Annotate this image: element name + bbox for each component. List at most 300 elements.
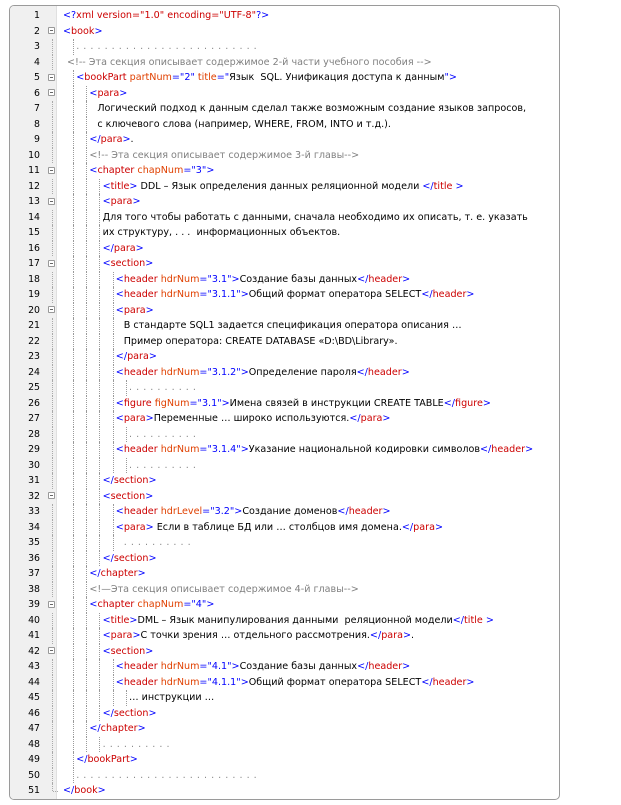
code-line[interactable] [10, 582, 559, 598]
indent-guide [99, 365, 100, 381]
indent-guide [73, 349, 74, 365]
indent-guide [86, 535, 87, 551]
token: </ [76, 754, 88, 765]
fold-guide [52, 520, 53, 536]
code-text [63, 8, 269, 24]
line-number: 28 [28, 428, 40, 440]
code-line[interactable] [10, 628, 559, 644]
token: </ [89, 134, 101, 145]
line-number: 2 [34, 25, 40, 37]
indent-guide [73, 225, 74, 241]
fold-toggle-icon[interactable] [48, 89, 55, 96]
line-number: 34 [28, 521, 40, 533]
code-text [116, 303, 154, 319]
token: chapter [100, 568, 138, 579]
token: header [491, 444, 526, 455]
token: bookPart [84, 72, 130, 83]
token: . . . . . . . . . . [123, 537, 192, 548]
code-line[interactable] [10, 163, 559, 179]
token: </ [401, 521, 414, 533]
code-line[interactable] [10, 117, 559, 133]
code-line[interactable] [10, 411, 559, 427]
indent-guide [99, 504, 100, 520]
code-line[interactable] [10, 535, 559, 551]
indent-guide [86, 721, 87, 737]
token: =" [216, 72, 230, 83]
code-text [103, 628, 415, 644]
token: para [360, 413, 383, 424]
code-text [124, 535, 191, 551]
token: > [145, 645, 154, 657]
token: header [368, 661, 403, 672]
code-line[interactable] [10, 101, 559, 117]
code-text [103, 473, 157, 489]
indent-guide [73, 334, 74, 350]
fold-guide [52, 473, 53, 489]
line-number: 37 [28, 568, 40, 579]
code-line[interactable] [10, 179, 559, 195]
code-line[interactable] [10, 349, 559, 365]
token: > [148, 475, 157, 486]
indent-guide [73, 241, 74, 257]
fold-toggle-icon[interactable] [48, 306, 55, 313]
line-number: 5 [34, 72, 40, 83]
indent-guide [86, 210, 87, 226]
token: ="3.1"> [199, 273, 240, 285]
code-line[interactable] [10, 721, 559, 737]
line-number: 13 [28, 196, 40, 207]
indent-guide [73, 675, 74, 691]
indent-guide [99, 613, 100, 629]
token: . [411, 630, 415, 641]
xml-code-editor[interactable] [9, 5, 560, 800]
indent-guide [126, 458, 127, 474]
code-text [76, 768, 257, 784]
line-number: 26 [28, 397, 40, 409]
token: . . . . . . . . . . [102, 738, 171, 750]
indent-guide [99, 210, 100, 226]
code-line[interactable] [10, 768, 559, 784]
indent-guide [73, 582, 74, 598]
token: figure [455, 397, 483, 409]
token: . . . . . . . . . . . . . . . . . . . . . . . . . . [76, 769, 258, 781]
code-line[interactable] [10, 334, 559, 350]
token: </ [421, 289, 433, 300]
indent-guide [113, 303, 114, 319]
token: > [145, 304, 154, 316]
token: </ [102, 552, 114, 564]
code-line[interactable] [10, 675, 559, 691]
token: </ [337, 506, 349, 517]
indent-guide [73, 256, 74, 272]
token: > [466, 676, 475, 688]
token: ="4.1.1"> [199, 676, 249, 688]
code-text [103, 706, 157, 722]
token: para [381, 630, 403, 641]
code-text [116, 411, 391, 427]
token: para [100, 134, 123, 145]
indent-guide [73, 179, 74, 195]
code-line[interactable] [10, 70, 559, 86]
indent-guide [73, 566, 74, 582]
code-text [97, 101, 526, 117]
token: DML – Язык манипулирования данными реляционной модели [137, 614, 453, 626]
code-line[interactable] [10, 520, 559, 536]
token: > [148, 351, 157, 362]
code-line[interactable] [10, 8, 559, 24]
indent-guide [73, 458, 74, 474]
line-number: 35 [28, 537, 40, 548]
code-line[interactable] [10, 551, 559, 567]
fold-guide [52, 721, 53, 737]
indent-guide [73, 132, 74, 148]
indent-guide [99, 427, 100, 443]
code-line[interactable] [10, 427, 559, 443]
line-number: 10 [28, 149, 40, 161]
code-line[interactable] [10, 566, 559, 582]
indent-guide [99, 334, 100, 350]
code-line[interactable] [10, 644, 559, 660]
token: < [102, 180, 111, 192]
fold-toggle-icon[interactable] [48, 260, 55, 267]
token: с ключевого слова (например, WHERE, FROM, INTO и т.д.). [97, 118, 391, 130]
indent-guide [73, 535, 74, 551]
indent-guide [99, 318, 100, 334]
code-text [76, 70, 457, 86]
fold-guide [52, 101, 53, 117]
token: < [115, 273, 124, 285]
code-line[interactable] [10, 442, 559, 458]
code-line[interactable] [10, 690, 559, 706]
token: > [129, 614, 138, 626]
token: ="3.1.1"> [199, 289, 249, 300]
indent-guide [99, 706, 100, 722]
indent-guide [73, 690, 74, 706]
indent-guide [113, 520, 114, 536]
code-text [67, 55, 432, 71]
line-number: 29 [28, 444, 40, 455]
token: chapNum [137, 165, 184, 176]
fold-toggle-icon[interactable] [48, 601, 55, 608]
token: > [434, 521, 443, 533]
token: header [348, 506, 383, 517]
token: </ [421, 676, 433, 688]
token: < [115, 413, 124, 424]
token: header [123, 289, 161, 300]
code-line[interactable] [10, 613, 559, 629]
fold-toggle-icon[interactable] [48, 167, 55, 174]
code-line[interactable] [10, 365, 559, 381]
indent-guide [86, 287, 87, 303]
token: </ [349, 413, 361, 424]
code-line[interactable] [10, 489, 559, 505]
indent-guide [86, 675, 87, 691]
code-line[interactable] [10, 473, 559, 489]
indent-guide [113, 272, 114, 288]
token: </ [452, 614, 465, 626]
indent-guide [73, 380, 74, 396]
code-line[interactable] [10, 706, 559, 722]
line-number: 40 [28, 614, 40, 626]
token: > [132, 630, 141, 641]
code-line[interactable] [10, 148, 559, 164]
indent-guide [99, 458, 100, 474]
token: > [148, 707, 157, 719]
token: . . . . . . . . . . [129, 428, 197, 440]
indent-guide [86, 659, 87, 675]
fold-guide [52, 380, 53, 396]
token: <!-- Эта секция описывает содержимое 2-й части учебного пособия --> [66, 56, 432, 68]
token: section [110, 490, 146, 502]
indent-guide [73, 520, 74, 536]
code-line[interactable] [10, 659, 559, 675]
code-text [129, 427, 196, 443]
code-text [89, 132, 133, 148]
indent-guide [73, 706, 74, 722]
token: book [71, 25, 95, 37]
code-line[interactable] [10, 132, 559, 148]
token: < [115, 444, 124, 455]
fold-guide [52, 396, 53, 412]
code-line[interactable] [10, 86, 559, 102]
token: С точки зрения … отдельного рассмотрения. [140, 630, 370, 641]
indent-guide [73, 644, 74, 660]
token: ="4"> [183, 599, 215, 610]
code-text [103, 225, 341, 241]
indent-guide [113, 427, 114, 443]
token: > [135, 242, 144, 254]
token: ="3.1"> [189, 397, 230, 409]
indent-guide [86, 194, 87, 210]
line-number: 21 [28, 320, 40, 331]
indent-guide [73, 489, 74, 505]
line-number: 33 [28, 506, 40, 517]
indent-guide [99, 473, 100, 489]
code-line[interactable] [10, 24, 559, 40]
indent-guide [86, 628, 87, 644]
token: < [115, 661, 124, 672]
token: hdrNum [160, 676, 200, 688]
token: title [464, 614, 483, 626]
token: > [119, 87, 128, 99]
token: > [122, 134, 131, 145]
code-line[interactable] [10, 256, 559, 272]
token: Логический подход к данным сделал также возможным создание языков запросов, [97, 103, 527, 114]
token: > [482, 614, 494, 626]
token: para [123, 521, 146, 533]
line-number: 45 [28, 692, 40, 703]
fold-guide [52, 132, 53, 148]
token: > [466, 289, 475, 300]
code-line[interactable] [10, 39, 559, 55]
token: > [382, 506, 391, 517]
line-number: 17 [28, 258, 40, 269]
indent-guide [73, 365, 74, 381]
token: chapter [97, 165, 138, 176]
fold-guide [52, 365, 53, 381]
token: section [113, 707, 149, 719]
code-line[interactable] [10, 752, 559, 768]
indent-guide [73, 659, 74, 675]
indent-guide [99, 489, 100, 505]
code-line[interactable] [10, 303, 559, 319]
line-number: 22 [28, 335, 40, 347]
token: </ [357, 661, 369, 672]
code-line[interactable] [10, 318, 559, 334]
token: < [115, 289, 124, 300]
fold-toggle-icon[interactable] [48, 198, 55, 205]
line-number: 3 [34, 41, 40, 52]
code-line[interactable] [10, 210, 559, 226]
token: title [110, 614, 130, 626]
code-line[interactable] [10, 272, 559, 288]
indent-guide [86, 334, 87, 350]
token: > [482, 397, 491, 409]
token: < [76, 72, 85, 83]
indent-guide [86, 582, 87, 598]
token: Указание национальной кодировки символов [248, 444, 481, 455]
indent-guide [126, 427, 127, 443]
indent-guide [73, 411, 74, 427]
code-line[interactable] [10, 225, 559, 241]
code-line[interactable] [10, 783, 559, 799]
token: </ [89, 568, 101, 579]
indent-guide [73, 272, 74, 288]
code-line[interactable] [10, 194, 559, 210]
line-number: 43 [28, 661, 40, 672]
code-line[interactable] [10, 287, 559, 303]
code-line[interactable] [10, 380, 559, 396]
token: ="3.2"> [202, 506, 243, 517]
code-line[interactable] [10, 597, 559, 613]
token: title [110, 180, 130, 192]
fold-guide [52, 659, 53, 675]
line-number: 41 [28, 630, 40, 641]
token: para [110, 196, 133, 207]
token: para [123, 304, 146, 316]
fold-guide [52, 442, 53, 458]
fold-guide [52, 349, 53, 365]
indent-guide [99, 225, 100, 241]
code-line[interactable] [10, 241, 559, 257]
token: hdrNum [160, 289, 200, 300]
indent-guide [73, 752, 74, 768]
line-number: 32 [28, 490, 40, 502]
code-text [76, 752, 138, 768]
line-number: 48 [28, 738, 40, 750]
indent-guide [86, 504, 87, 520]
indent-guide [99, 520, 100, 536]
code-text [116, 365, 410, 381]
code-text [116, 396, 491, 412]
indent-guide [99, 644, 100, 660]
code-text [103, 737, 170, 753]
fold-guide [52, 628, 53, 644]
token: > [401, 366, 410, 378]
code-text [124, 334, 398, 350]
code-text [89, 597, 214, 613]
token: < [89, 87, 98, 99]
token: Общий формат оператора SELECT [248, 676, 422, 688]
indent-guide [99, 628, 100, 644]
line-number: 20 [28, 304, 40, 316]
code-text [116, 675, 475, 691]
line-number: 25 [28, 382, 40, 393]
code-text [129, 458, 196, 474]
code-line[interactable] [10, 737, 559, 753]
token: header [432, 676, 467, 688]
token: > [145, 521, 157, 533]
token: chapter [97, 599, 138, 610]
token: . . . . . . . . . . . . . . . . . . . . . . . . . . [76, 41, 258, 52]
token: их структуру, . . . информационных объектов. [102, 227, 341, 238]
token: Создание доменов [242, 506, 338, 517]
indent-guide [86, 256, 87, 272]
indent-guide [73, 163, 74, 179]
line-number: 14 [28, 211, 40, 223]
indent-guide [86, 458, 87, 474]
indent-guide [86, 179, 87, 195]
line-number: 47 [28, 723, 40, 734]
token: xml version="1.0" encoding="UTF-8" [76, 10, 257, 21]
fold-toggle-icon[interactable] [48, 74, 55, 81]
indent-guide [73, 148, 74, 164]
token: section [110, 258, 146, 269]
token: > [129, 180, 141, 192]
indent-guide [113, 442, 114, 458]
indent-guide [113, 675, 114, 691]
code-line[interactable] [10, 458, 559, 474]
indent-guide [73, 613, 74, 629]
fold-toggle-icon[interactable] [48, 647, 55, 654]
code-text [116, 659, 410, 675]
line-number: 42 [28, 645, 40, 657]
indent-guide [99, 272, 100, 288]
indent-guide [126, 690, 127, 706]
indent-guide [99, 737, 100, 753]
code-line[interactable] [10, 396, 559, 412]
indent-guide [99, 380, 100, 396]
indent-guide [86, 349, 87, 365]
token: "> [444, 72, 457, 83]
token: < [63, 25, 72, 37]
indent-guide [86, 551, 87, 567]
token: Создание базы данных [239, 661, 358, 672]
line-number: 31 [28, 475, 40, 486]
fold-toggle-icon[interactable] [48, 27, 55, 34]
fold-guide [52, 690, 53, 706]
token: hdrNum [160, 444, 200, 455]
token: partNum [129, 72, 172, 83]
fold-guide [52, 535, 53, 551]
indent-guide [99, 179, 100, 195]
fold-toggle-icon[interactable] [48, 492, 55, 499]
token: … инструкции … [129, 692, 215, 703]
token: > [402, 273, 411, 285]
token: > [525, 444, 534, 455]
indent-guide [113, 349, 114, 365]
line-number: 27 [28, 413, 40, 424]
token: hdrLevel [160, 506, 203, 517]
token: <? [63, 10, 77, 21]
token: chapNum [137, 599, 184, 610]
fold-guide [52, 458, 53, 474]
indent-guide [73, 721, 74, 737]
code-line[interactable] [10, 55, 559, 71]
code-line[interactable] [10, 504, 559, 520]
fold-guide [52, 504, 53, 520]
token: Имена связей в инструкции CREATE TABLE [229, 397, 444, 409]
